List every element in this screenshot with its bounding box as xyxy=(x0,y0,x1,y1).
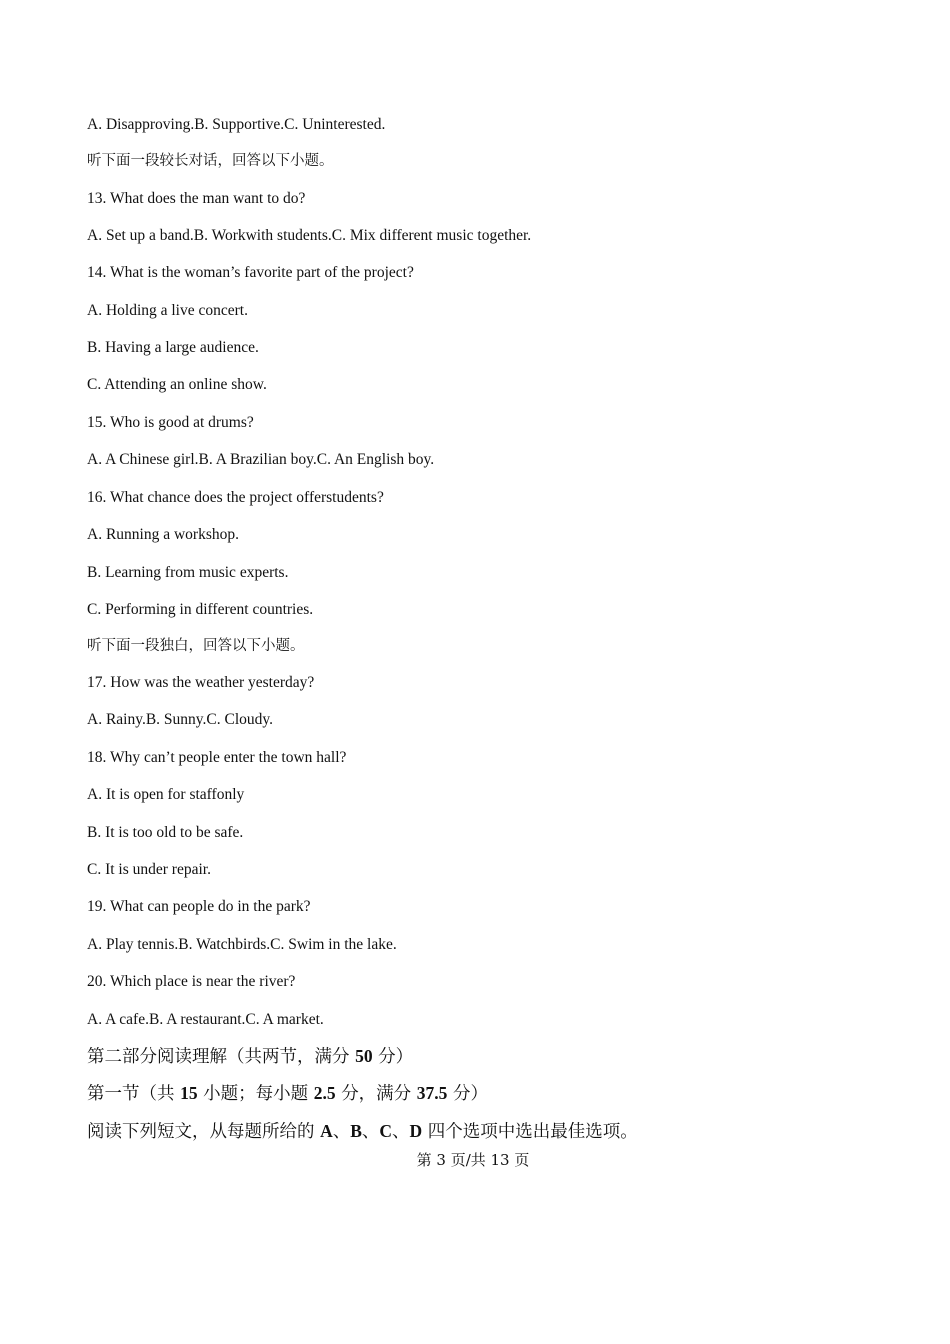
question-16-option-b: B. Learning from music experts. xyxy=(87,564,289,581)
question-20-stem: 20. Which place is near the river? xyxy=(87,973,296,990)
question-17-options: A. Rainy.B. Sunny.C. Cloudy. xyxy=(87,711,274,728)
question-16-option-c: C. Performing in different countries. xyxy=(87,601,314,618)
question-20-options: A. A cafe.B. A restaurant.C. A market. xyxy=(87,1011,324,1028)
reading-instruction: 阅读下列短文，从每题所给的 A、B、C、D 四个选项中选出最佳选项。 xyxy=(87,1121,638,1142)
monologue-instruction: 听下面一段独白，回答以下小题。 xyxy=(87,638,305,654)
page-number-footer xyxy=(0,1151,950,1169)
question-14-option-b: B. Having a large audience. xyxy=(87,339,259,356)
question-18-option-b: B. It is too old to be safe. xyxy=(87,824,244,841)
question-16-stem: 16. What chance does the project offerstudents? xyxy=(87,489,384,506)
part-two-title: 第二部分阅读理解（共两节，满分 50 分） xyxy=(87,1046,414,1067)
question-12-options: A. Disapproving.B. Supportive.C. Uninterested. xyxy=(87,116,386,133)
section-one-title: 第一节（共 15 小题；每小题 2.5 分，满分 37.5 分） xyxy=(87,1083,488,1104)
question-19-stem: 19. What can people do in the park? xyxy=(87,898,311,915)
question-13-stem: 13. What does the man want to do? xyxy=(87,190,306,207)
question-15-options: A. A Chinese girl.B. A Brazilian boy.C. An English boy. xyxy=(87,451,435,468)
question-18-stem: 18. Why can’t people enter the town hall? xyxy=(87,749,347,766)
question-14-stem: 14. What is the woman’s favorite part of the project? xyxy=(87,264,414,281)
question-19-options: A. Play tennis.B. Watchbirds.C. Swim in the lake. xyxy=(87,936,397,953)
page-number-label: 第 3 页/共 13 页 xyxy=(416,1151,530,1169)
question-13-options: A. Set up a band.B. Workwith students.C. Mix different music together. xyxy=(87,227,532,244)
question-17-stem: 17. How was the weather yesterday? xyxy=(87,674,315,691)
question-14-option-a: A. Holding a live concert. xyxy=(87,302,248,319)
question-16-option-a: A. Running a workshop. xyxy=(87,526,239,543)
long-dialogue-instruction: 听下面一段较长对话，回答以下小题。 xyxy=(87,153,334,169)
question-14-option-c: C. Attending an online show. xyxy=(87,376,267,393)
question-18-option-a: A. It is open for staffonly xyxy=(87,786,245,803)
question-15-stem: 15. Who is good at drums? xyxy=(87,414,254,431)
question-18-option-c: C. It is under repair. xyxy=(87,861,211,878)
